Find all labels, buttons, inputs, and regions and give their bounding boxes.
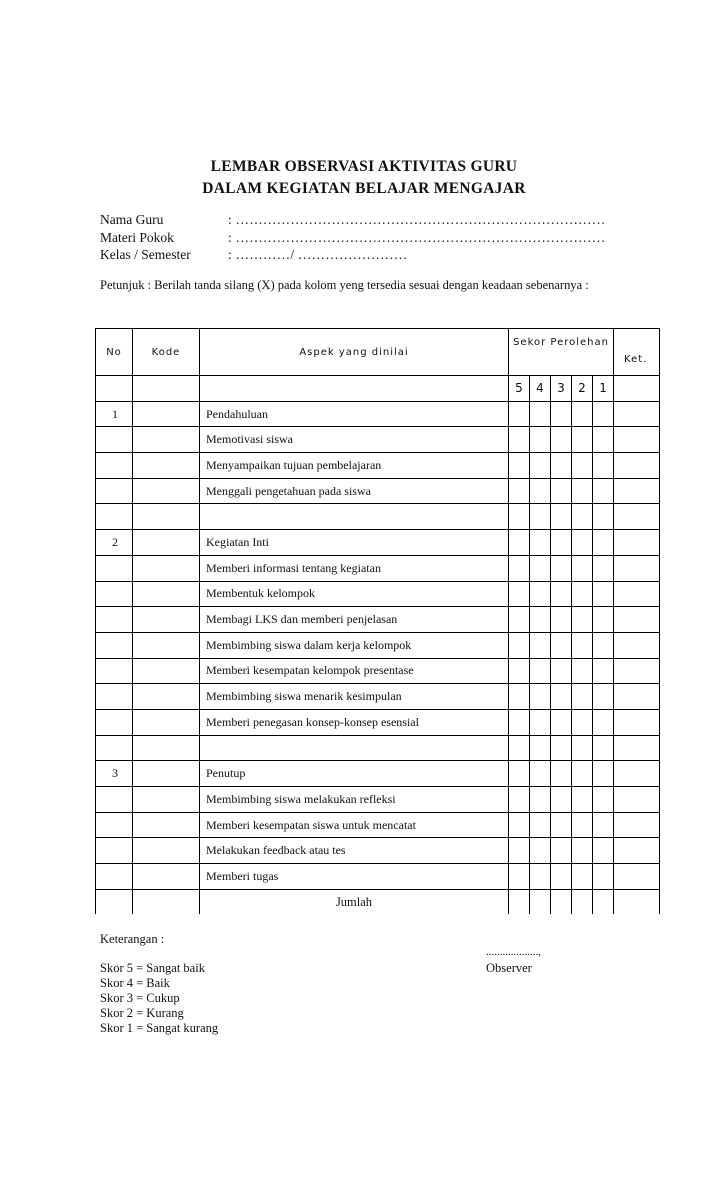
score-header-5: 5 (509, 376, 530, 402)
kode-cell[interactable] (133, 787, 200, 813)
row-number (96, 812, 133, 838)
kode-cell[interactable] (133, 607, 200, 633)
header-kode: Kode (133, 329, 200, 376)
score-cell[interactable] (572, 632, 593, 658)
score-cell[interactable] (572, 735, 593, 761)
cell (200, 376, 509, 402)
kode-cell[interactable] (133, 838, 200, 864)
aspek-cell: Melakukan feedback atau tes (200, 838, 509, 864)
keterangan-item: Skor 4 = Baik (100, 976, 170, 990)
score-cell[interactable] (551, 453, 572, 479)
document-title-line-1: LEMBAR OBSERVASI AKTIVITAS GURU (210, 158, 518, 175)
table-row (96, 401, 660, 427)
score-cell[interactable] (551, 555, 572, 581)
table-row (96, 530, 660, 556)
score-cell[interactable] (572, 889, 593, 914)
observer-dots: ..................., (486, 946, 541, 958)
score-cell[interactable] (593, 632, 614, 658)
score-cell[interactable] (509, 401, 530, 427)
instructions: Petunjuk : Berilah tanda silang (X) pada kolom yeng tersedia sesuai dengan keadaan sebenarnya : (100, 278, 589, 292)
score-cell[interactable] (530, 889, 551, 914)
kode-cell[interactable] (133, 658, 200, 684)
score-cell[interactable] (530, 658, 551, 684)
row-number (96, 427, 133, 453)
kode-cell[interactable] (133, 581, 200, 607)
score-cell[interactable] (572, 607, 593, 633)
score-cell[interactable] (530, 607, 551, 633)
score-cell[interactable] (530, 504, 551, 530)
score-cell[interactable] (593, 607, 614, 633)
info-value-field[interactable]: : …………/ …………………… (228, 247, 408, 262)
row-number: 3 (96, 761, 133, 787)
aspek-cell: Penutup (200, 761, 509, 787)
score-cell[interactable] (509, 735, 530, 761)
score-cell[interactable] (509, 607, 530, 633)
score-cell[interactable] (509, 453, 530, 479)
ket-cell[interactable] (614, 889, 660, 914)
table-row (96, 709, 660, 735)
score-cell[interactable] (530, 812, 551, 838)
aspek-cell: Membentuk kelompok (200, 581, 509, 607)
score-cell[interactable] (509, 684, 530, 710)
score-cell[interactable] (551, 761, 572, 787)
keterangan-item: Skor 3 = Cukup (100, 991, 180, 1005)
score-cell[interactable] (593, 401, 614, 427)
score-cell[interactable] (530, 581, 551, 607)
score-cell[interactable] (551, 530, 572, 556)
score-cell[interactable] (551, 427, 572, 453)
row-number (96, 709, 133, 735)
kode-cell[interactable] (133, 632, 200, 658)
score-cell[interactable] (530, 453, 551, 479)
score-cell[interactable] (530, 401, 551, 427)
kode-cell[interactable] (133, 478, 200, 504)
score-cell[interactable] (530, 709, 551, 735)
aspek-cell: Memberi informasi tentang kegiatan (200, 555, 509, 581)
score-cell[interactable] (509, 478, 530, 504)
row-number (96, 658, 133, 684)
score-header-3: 3 (551, 376, 572, 402)
score-cell[interactable] (593, 838, 614, 864)
row-number (96, 453, 133, 479)
keterangan-label: Keterangan : (100, 932, 165, 946)
aspek-cell: Menggali pengetahuan pada siswa (200, 478, 509, 504)
info-value-field[interactable]: : ……………………………………………………………………… (228, 230, 606, 245)
ket-cell[interactable] (614, 607, 660, 633)
aspek-cell: Pendahuluan (200, 401, 509, 427)
aspek-cell: Kegiatan Inti (200, 530, 509, 556)
score-header-4: 4 (530, 376, 551, 402)
ket-cell[interactable] (614, 530, 660, 556)
aspek-cell: Memberi tugas (200, 864, 509, 890)
header-no: No (96, 329, 133, 376)
score-cell[interactable] (509, 504, 530, 530)
kode-cell[interactable] (133, 735, 200, 761)
score-cell[interactable] (509, 889, 530, 914)
score-cell[interactable] (593, 427, 614, 453)
cell (133, 889, 200, 914)
table-row (96, 581, 660, 607)
score-cell[interactable] (530, 761, 551, 787)
table-row (96, 838, 660, 864)
ket-cell[interactable] (614, 504, 660, 530)
score-cell[interactable] (551, 889, 572, 914)
table-row (96, 761, 660, 787)
row-number (96, 504, 133, 530)
score-cell[interactable] (593, 555, 614, 581)
score-cell[interactable] (572, 812, 593, 838)
kode-cell[interactable] (133, 504, 200, 530)
score-cell[interactable] (593, 735, 614, 761)
score-cell[interactable] (572, 658, 593, 684)
cell (133, 376, 200, 402)
aspek-cell: Membagi LKS dan memberi penjelasan (200, 607, 509, 633)
ket-cell[interactable] (614, 761, 660, 787)
aspek-cell: Membimbing siswa melakukan refleksi (200, 787, 509, 813)
score-cell[interactable] (572, 401, 593, 427)
aspek-cell: Menyampaikan tujuan pembelajaran (200, 453, 509, 479)
score-cell[interactable] (572, 504, 593, 530)
aspek-cell: Memberi penegasan konsep-konsep esensial (200, 709, 509, 735)
score-cell[interactable] (530, 684, 551, 710)
table-row (96, 607, 660, 633)
table-row (96, 504, 660, 530)
score-cell[interactable] (530, 735, 551, 761)
table-row (96, 864, 660, 890)
row-number (96, 555, 133, 581)
keterangan-item: Skor 1 = Sangat kurang (100, 1021, 219, 1035)
ket-cell[interactable] (614, 555, 660, 581)
score-cell[interactable] (530, 427, 551, 453)
header-sekor-blank (509, 348, 614, 376)
header-ket: Ket. (614, 329, 660, 376)
score-cell[interactable] (593, 504, 614, 530)
score-cell[interactable] (572, 709, 593, 735)
row-number (96, 684, 133, 710)
aspek-cell: Membimbing siswa menarik kesimpulan (200, 684, 509, 710)
score-cell[interactable] (593, 453, 614, 479)
row-number (96, 864, 133, 890)
table-row (96, 735, 660, 761)
observation-table (95, 328, 660, 914)
score-cell[interactable] (509, 812, 530, 838)
score-cell[interactable] (530, 530, 551, 556)
score-cell[interactable] (509, 864, 530, 890)
score-header-2: 2 (572, 376, 593, 402)
ket-cell[interactable] (614, 735, 660, 761)
kode-cell[interactable] (133, 684, 200, 710)
score-cell[interactable] (572, 787, 593, 813)
score-cell[interactable] (530, 555, 551, 581)
ket-cell[interactable] (614, 658, 660, 684)
row-number: 1 (96, 401, 133, 427)
score-cell[interactable] (509, 427, 530, 453)
ket-cell[interactable] (614, 581, 660, 607)
score-cell[interactable] (551, 401, 572, 427)
score-cell[interactable] (551, 709, 572, 735)
score-cell[interactable] (572, 555, 593, 581)
ket-cell[interactable] (614, 453, 660, 479)
score-cell[interactable] (572, 478, 593, 504)
score-cell[interactable] (509, 555, 530, 581)
score-cell[interactable] (593, 478, 614, 504)
score-cell[interactable] (593, 761, 614, 787)
kode-cell[interactable] (133, 864, 200, 890)
aspek-cell: Memotivasi siswa (200, 427, 509, 453)
kode-cell[interactable] (133, 427, 200, 453)
kode-cell[interactable] (133, 812, 200, 838)
score-cell[interactable] (593, 709, 614, 735)
row-number (96, 838, 133, 864)
cell (96, 889, 133, 914)
score-cell[interactable] (509, 709, 530, 735)
header-sekor-perolehan: Sekor Perolehan (509, 329, 614, 349)
score-cell[interactable] (509, 761, 530, 787)
score-header-row (96, 376, 660, 402)
header-aspek: Aspek yang dinilai (200, 329, 509, 376)
score-cell[interactable] (593, 658, 614, 684)
aspek-cell: Membimbing siswa dalam kerja kelompok (200, 632, 509, 658)
aspek-cell: Memberi kesempatan siswa untuk mencatat (200, 812, 509, 838)
info-label: Materi Pokok (100, 230, 174, 245)
score-cell[interactable] (530, 632, 551, 658)
score-cell[interactable] (551, 478, 572, 504)
score-cell[interactable] (551, 581, 572, 607)
score-cell[interactable] (572, 864, 593, 890)
table-row (96, 658, 660, 684)
score-cell[interactable] (551, 658, 572, 684)
table-row (96, 555, 660, 581)
row-number (96, 735, 133, 761)
score-cell[interactable] (572, 427, 593, 453)
info-label: Kelas / Semester (100, 247, 191, 262)
ket-cell[interactable] (614, 401, 660, 427)
table-row (96, 787, 660, 813)
row-number: 2 (96, 530, 133, 556)
score-cell[interactable] (593, 812, 614, 838)
cell (96, 376, 133, 402)
keterangan-item: Skor 2 = Kurang (100, 1006, 184, 1020)
kode-cell[interactable] (133, 530, 200, 556)
ket-cell[interactable] (614, 838, 660, 864)
score-cell[interactable] (530, 478, 551, 504)
keterangan-item: Skor 5 = Sangat baik (100, 961, 205, 975)
score-cell[interactable] (593, 684, 614, 710)
score-cell[interactable] (530, 787, 551, 813)
score-cell[interactable] (551, 504, 572, 530)
score-cell[interactable] (509, 530, 530, 556)
score-cell[interactable] (509, 658, 530, 684)
score-cell[interactable] (593, 864, 614, 890)
score-cell[interactable] (593, 787, 614, 813)
score-cell[interactable] (551, 812, 572, 838)
score-cell[interactable] (530, 864, 551, 890)
table-row (96, 812, 660, 838)
score-cell[interactable] (572, 530, 593, 556)
score-cell[interactable] (572, 581, 593, 607)
score-cell[interactable] (551, 787, 572, 813)
ket-cell[interactable] (614, 709, 660, 735)
observer-label: Observer (486, 961, 532, 975)
header-row (96, 329, 660, 349)
score-cell[interactable] (572, 838, 593, 864)
aspek-cell (200, 735, 509, 761)
score-header-1: 1 (593, 376, 614, 402)
jumlah-row (96, 889, 660, 914)
score-cell[interactable] (551, 735, 572, 761)
kode-cell[interactable] (133, 453, 200, 479)
row-number (96, 632, 133, 658)
table-row (96, 632, 660, 658)
ket-cell[interactable] (614, 787, 660, 813)
aspek-cell (200, 504, 509, 530)
kode-cell[interactable] (133, 709, 200, 735)
info-label: Nama Guru (100, 212, 164, 227)
kode-cell[interactable] (133, 761, 200, 787)
info-value-field[interactable]: : ……………………………………………………………………… (228, 212, 606, 227)
score-cell[interactable] (509, 632, 530, 658)
jumlah-label: Jumlah (200, 889, 509, 914)
aspek-cell: Memberi kesempatan kelompok presentase (200, 658, 509, 684)
cell (614, 376, 660, 402)
kode-cell[interactable] (133, 401, 200, 427)
kode-cell[interactable] (133, 555, 200, 581)
row-number (96, 478, 133, 504)
score-cell[interactable] (530, 838, 551, 864)
score-cell[interactable] (572, 684, 593, 710)
score-cell[interactable] (572, 761, 593, 787)
score-cell[interactable] (593, 581, 614, 607)
row-number (96, 581, 133, 607)
row-number (96, 787, 133, 813)
score-cell[interactable] (551, 838, 572, 864)
score-cell[interactable] (572, 453, 593, 479)
score-cell[interactable] (551, 864, 572, 890)
table-row (96, 684, 660, 710)
ket-cell[interactable] (614, 684, 660, 710)
score-cell[interactable] (551, 632, 572, 658)
score-cell[interactable] (593, 530, 614, 556)
table-row (96, 453, 660, 479)
score-cell[interactable] (509, 838, 530, 864)
ket-cell[interactable] (614, 812, 660, 838)
ket-cell[interactable] (614, 864, 660, 890)
score-cell[interactable] (509, 581, 530, 607)
ket-cell[interactable] (614, 427, 660, 453)
ket-cell[interactable] (614, 478, 660, 504)
row-number (96, 607, 133, 633)
table-row (96, 478, 660, 504)
score-cell[interactable] (509, 787, 530, 813)
table-row (96, 427, 660, 453)
score-cell[interactable] (551, 607, 572, 633)
score-cell[interactable] (551, 684, 572, 710)
ket-cell[interactable] (614, 632, 660, 658)
document-title-line-2: DALAM KEGIATAN BELAJAR MENGAJAR (202, 180, 526, 197)
score-cell[interactable] (593, 889, 614, 914)
